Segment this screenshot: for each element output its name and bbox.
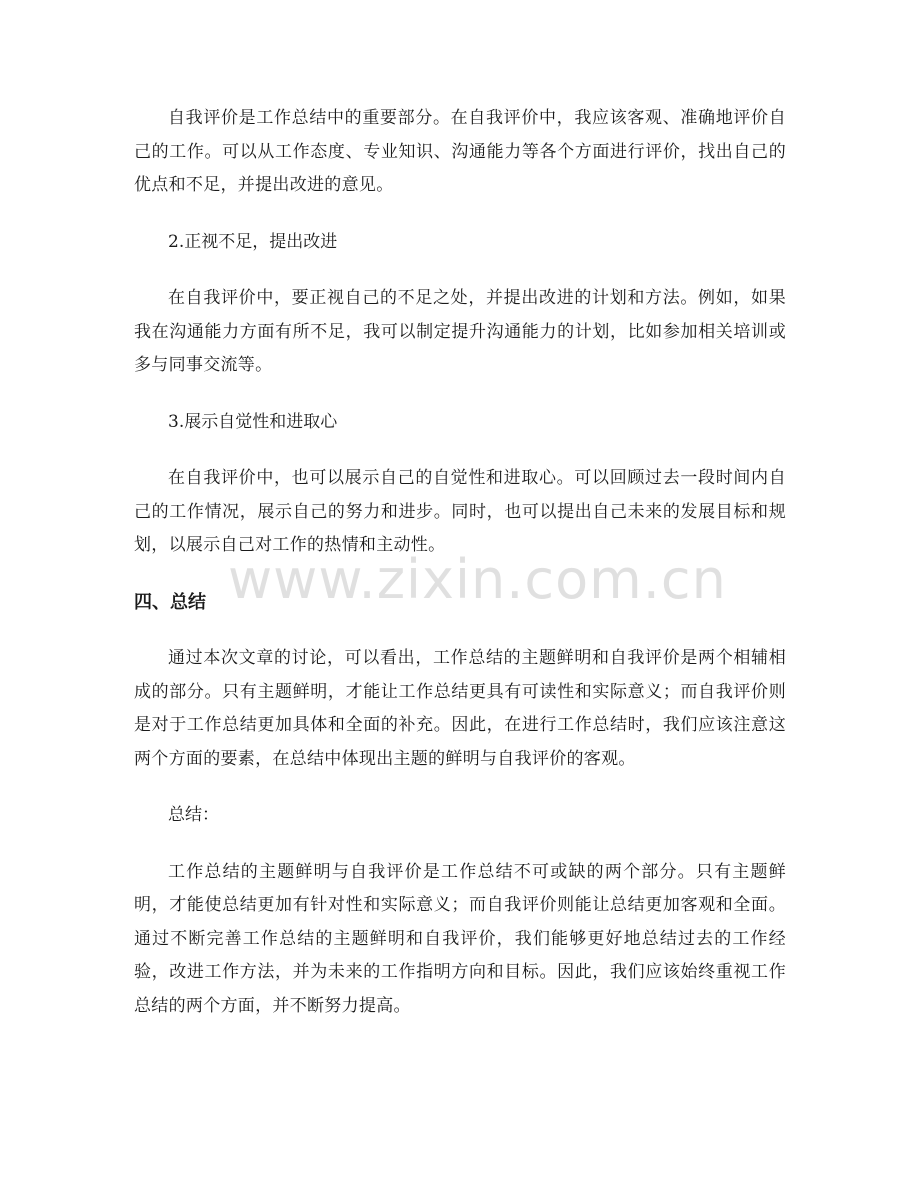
paragraph-self-evaluation: 自我评价是工作总结中的重要部分。在自我评价中，我应该客观、准确地评价自己的工作。可以从工作态度、专业知识、沟通能力等各个方面进行评价，找出自己的优点和不足，并提出改进的意见。	[134, 108, 786, 195]
paragraph-initiative: 在自我评价中，也可以展示自己的自觉性和进取心。可以回顾过去一段时间内自己的工作情况，展示自己的努力和进步。同时，也可以提出自己未来的发展目标和规划，以展示自己对工作的热情和主动性。	[134, 468, 786, 555]
summary-label: 总结：	[168, 805, 219, 825]
subheading-show-initiative: 3.展示自觉性和进取心	[168, 411, 338, 432]
document-body	[134, 102, 786, 1046]
paragraph-discussion: 通过本次文章的讨论，可以看出，工作总结的主题鲜明和自我评价是两个相辅相成的部分。只有主题鲜明，才能让工作总结更具有可读性和实际意义；而自我评价则是对于工作总结更加具体和全面的补充。因此，在进行工作总结时，我们应该注意这两个方面的要素，在总结中体现出主题的鲜明与自我评价的客观。	[134, 648, 786, 769]
paragraph-conclusion: 工作总结的主题鲜明与自我评价是工作总结不可或缺的两个部分。只有主题鲜明，才能使总结更加有针对性和实际意义；而自我评价则能让总结更加客观和全面。通过不断完善工作总结的主题鲜明和自我评价，我们能够更好地总结过去的工作经验，改进工作方法，并为未来的工作指明方向和目标。因此，我们应该始终重视工作总结的两个方面，并不断努力提高。	[134, 861, 786, 1016]
section-heading-summary: 四、总结	[134, 591, 206, 613]
paragraph-improvement: 在自我评价中，要正视自己的不足之处，并提出改进的计划和方法。例如，如果我在沟通能力方面有所不足，我可以制定提升沟通能力的计划，比如参加相关培训或多与同事交流等。	[134, 288, 786, 375]
watermark-text: www.zixin.com.cn	[228, 548, 727, 611]
subheading-face-shortcomings: 2.正视不足，提出改进	[168, 231, 338, 252]
